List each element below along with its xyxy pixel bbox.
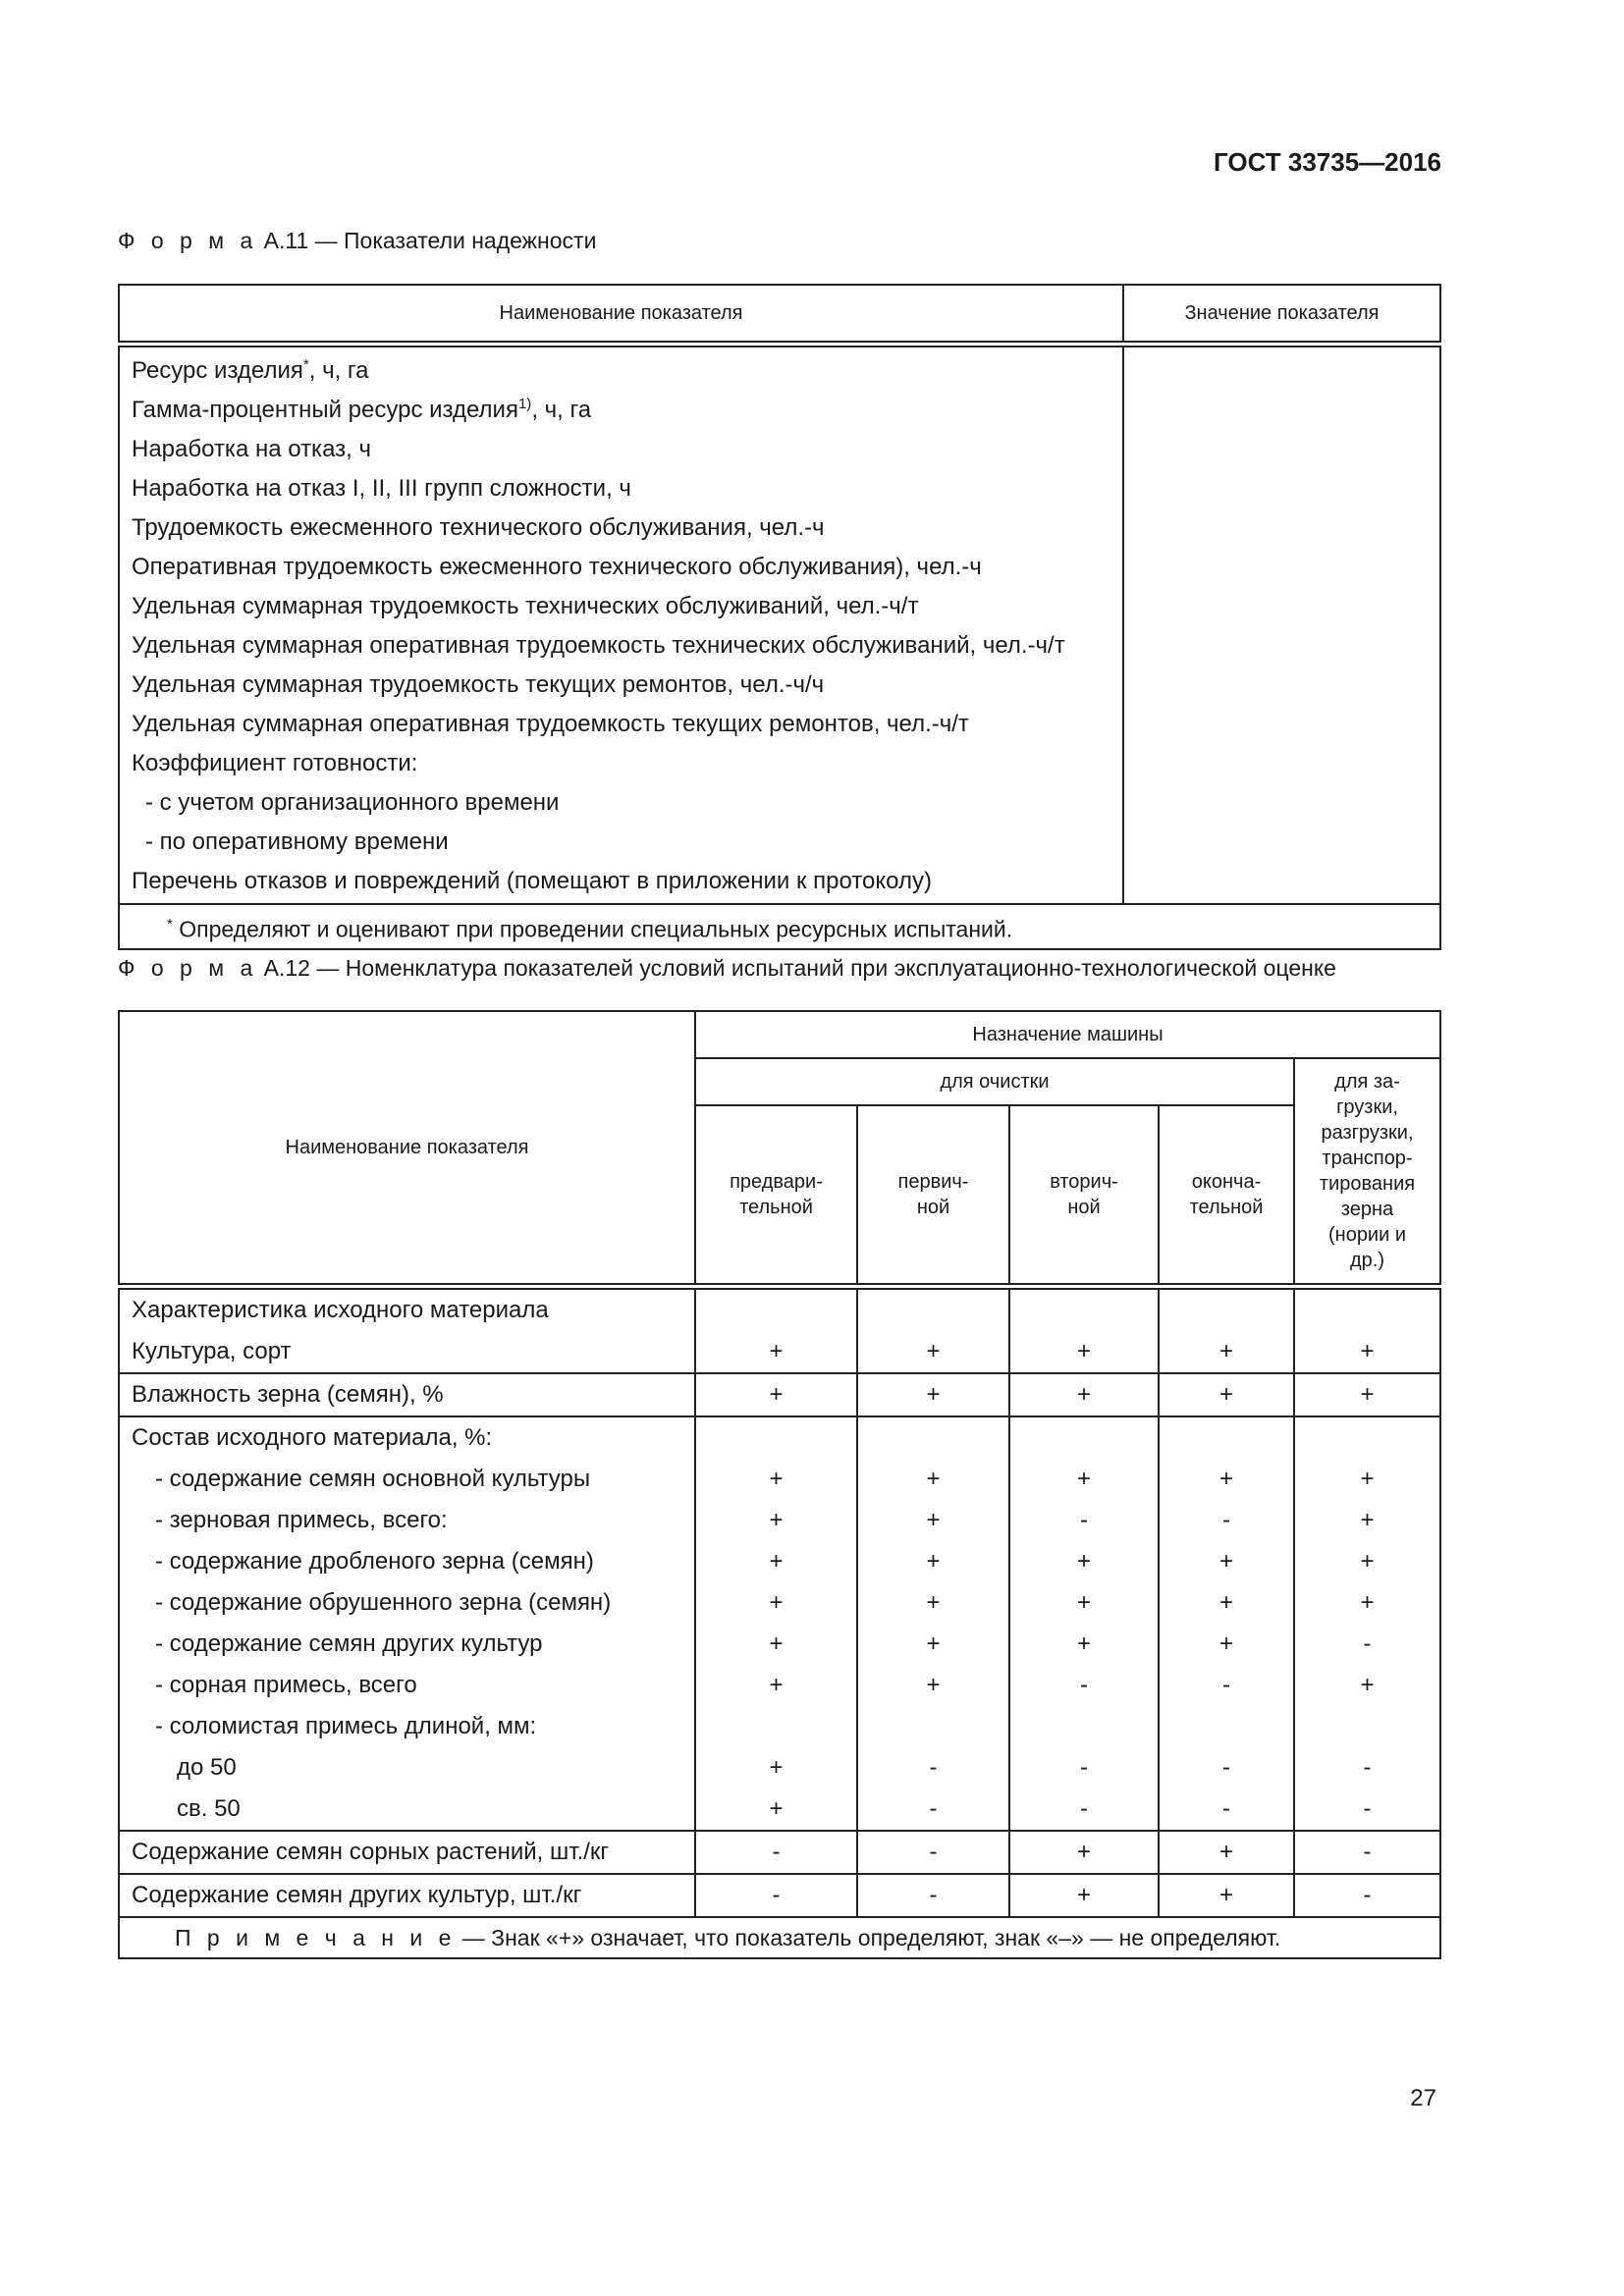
footnote-ref: * — [302, 355, 309, 373]
indicator-row — [120, 430, 1122, 469]
value-mark — [858, 1706, 1008, 1747]
value-mark: + — [769, 1465, 784, 1492]
value-mark: + — [1218, 1380, 1233, 1408]
form-a11-caption — [118, 228, 596, 254]
value-mark: + — [926, 1465, 941, 1492]
col-header-preliminary: предвари- тельной — [695, 1105, 857, 1286]
value-mark: + — [1076, 1465, 1091, 1492]
value-mark — [1160, 1706, 1293, 1747]
indicator-row — [120, 508, 1122, 548]
page-number: 27 — [1410, 2085, 1436, 2111]
indicator-row — [120, 783, 1122, 823]
value-cell — [1294, 1416, 1440, 1831]
indicator-label: Характеристика исходного материала — [132, 1296, 549, 1323]
value-mark — [858, 1417, 1008, 1459]
indicator-label: Удельная суммарная оперативная трудоемкость технических обслуживаний, чел.-ч/т — [132, 631, 1065, 659]
indicator-label: - соломистая примесь длиной, мм: — [155, 1712, 537, 1739]
value-mark: - — [1363, 1753, 1372, 1781]
indicator-label: Наработка на отказ, ч — [132, 435, 372, 462]
value-mark — [1160, 1417, 1293, 1459]
indicator-label: - содержание семян других культур — [155, 1629, 543, 1657]
value-mark: + — [1076, 1547, 1091, 1575]
value-mark: + — [1360, 1337, 1375, 1364]
value-mark: - — [929, 1881, 938, 1908]
indicator-label: Состав исходного материала, %: — [132, 1423, 493, 1451]
value-mark: + — [1360, 1465, 1375, 1492]
indicator-label: - содержание обрушенного зерна (семян) — [155, 1588, 612, 1616]
indicator-row — [120, 666, 1122, 705]
caption-text: А.11 — Показатели надежности — [263, 228, 597, 253]
value-mark — [1295, 1290, 1439, 1331]
value-mark: + — [769, 1337, 784, 1364]
indicator-label: - по оперативному времени — [145, 828, 449, 855]
value-mark: + — [926, 1547, 941, 1575]
value-cell — [1294, 1373, 1440, 1416]
value-mark: - — [1222, 1794, 1230, 1822]
indicator-label: Удельная суммарная оперативная трудоемкость текущих ремонтов, чел.-ч/т — [132, 710, 969, 737]
value-cell — [695, 1874, 857, 1917]
indicator-label: Влажность зерна (семян), % — [132, 1380, 444, 1408]
indicator-label: Наработка на отказ I, II, III групп сложности, ч — [132, 474, 631, 502]
footnote-text: Определяют и оценивают при проведении специальных ресурсных испытаний. — [172, 916, 1013, 942]
indicator-label: - зерновая примесь, всего: — [155, 1506, 448, 1533]
value-mark: + — [1218, 1629, 1233, 1657]
reliability-table — [118, 284, 1441, 950]
caption-prefix: Ф о р м а — [118, 228, 258, 253]
value-cell — [1294, 1874, 1440, 1917]
indicator-label: - сорная примесь, всего — [155, 1671, 417, 1698]
value-mark: + — [1218, 1465, 1233, 1492]
value-mark: + — [1360, 1506, 1375, 1533]
standard-number: ГОСТ 33735—2016 — [1214, 147, 1441, 177]
indicator-row — [120, 823, 1122, 862]
indicator-names — [119, 1373, 695, 1416]
footnote-mark: * — [167, 915, 173, 933]
value-mark: - — [1222, 1753, 1230, 1781]
value-mark: + — [1076, 1380, 1091, 1408]
indicator-row — [120, 391, 1122, 430]
value-mark: + — [1076, 1629, 1091, 1657]
value-mark: + — [1076, 1588, 1091, 1616]
value-cell — [1009, 1831, 1159, 1874]
value-cell — [857, 1416, 1009, 1831]
value-mark — [1010, 1417, 1158, 1459]
table-row — [119, 1831, 1440, 1874]
indicator-row — [120, 744, 1122, 783]
value-cell — [857, 1373, 1009, 1416]
col-header-loading: для за- грузки, разгрузки, транспор- тирования зерна (нории и др.) — [1294, 1058, 1440, 1286]
value-mark: - — [1363, 1838, 1372, 1865]
caption-text: А.12 — Номенклатура показателей условий испытаний при эксплуатационно-технологической оценке — [263, 955, 1336, 981]
indicator-row — [120, 587, 1122, 626]
value-cell — [1294, 1286, 1440, 1373]
footnote — [119, 904, 1440, 950]
value-mark: + — [926, 1506, 941, 1533]
col-header-name: Наименование показателя — [119, 1011, 695, 1286]
value-mark — [696, 1290, 856, 1331]
value-mark — [1295, 1706, 1439, 1747]
indicator-label: Удельная суммарная трудоемкость технических обслуживаний, чел.-ч/т — [132, 592, 919, 619]
indicator-unit: , ч, га — [308, 356, 369, 384]
value-mark: + — [926, 1588, 941, 1616]
value-mark: - — [1080, 1671, 1088, 1698]
table-note — [119, 1917, 1440, 1958]
value-mark: - — [772, 1838, 781, 1865]
indicator-label: св. 50 — [177, 1794, 241, 1822]
value-mark: + — [1360, 1588, 1375, 1616]
value-mark — [696, 1706, 856, 1747]
value-mark: + — [926, 1380, 941, 1408]
value-cell — [857, 1286, 1009, 1373]
value-mark: + — [1360, 1547, 1375, 1575]
value-cell — [695, 1831, 857, 1874]
value-mark: - — [1222, 1506, 1230, 1533]
value-cell — [1159, 1373, 1294, 1416]
value-mark: - — [772, 1881, 781, 1908]
col-header-name: Наименование показателя — [119, 285, 1123, 344]
value-mark: + — [1360, 1671, 1375, 1698]
indicator-names — [119, 1874, 695, 1917]
value-cell — [857, 1874, 1009, 1917]
indicator-label: Ресурс изделия — [132, 356, 303, 384]
indicator-row — [120, 705, 1122, 744]
value-mark: + — [926, 1337, 941, 1364]
cleaning-header: для очистки — [695, 1058, 1294, 1105]
value-mark: + — [769, 1588, 784, 1616]
value-cell — [1159, 1286, 1294, 1373]
indicator-row — [120, 351, 1122, 391]
indicator-names — [119, 1831, 695, 1874]
value-mark: + — [1218, 1881, 1233, 1908]
value-mark: + — [769, 1794, 784, 1822]
indicator-label: - с учетом организационного времени — [145, 788, 560, 816]
value-mark: + — [1218, 1547, 1233, 1575]
value-cell — [1159, 1831, 1294, 1874]
value-mark — [1160, 1290, 1293, 1331]
indicator-values — [1123, 344, 1440, 904]
value-mark — [1295, 1417, 1439, 1459]
value-mark: - — [1363, 1794, 1372, 1822]
value-mark: + — [926, 1629, 941, 1657]
value-mark: + — [1218, 1838, 1233, 1865]
indicator-label: Удельная суммарная трудоемкость текущих ремонтов, чел.-ч/ч — [132, 670, 825, 698]
indicator-label: до 50 — [177, 1753, 237, 1781]
value-mark: + — [1218, 1588, 1233, 1616]
caption-prefix: Ф о р м а — [118, 955, 258, 981]
value-mark: + — [769, 1629, 784, 1657]
value-mark: + — [926, 1671, 941, 1698]
col-header-final: оконча- тельной — [1159, 1105, 1294, 1286]
table-row — [119, 1416, 1440, 1831]
indicator-label: - содержание дробленого зерна (семян) — [155, 1547, 594, 1575]
indicator-label: Оперативная трудоемкость ежесменного технического обслуживания), чел.-ч — [132, 553, 982, 580]
value-mark: + — [1076, 1337, 1091, 1364]
indicator-names — [119, 1286, 695, 1373]
value-cell — [1009, 1416, 1159, 1831]
indicator-label: Коэффициент готовности: — [132, 749, 418, 776]
table-row — [119, 1874, 1440, 1917]
indicator-row — [120, 862, 1122, 901]
value-mark: + — [769, 1380, 784, 1408]
value-cell — [857, 1831, 1009, 1874]
value-mark: + — [769, 1753, 784, 1781]
value-mark: - — [1080, 1506, 1088, 1533]
col-header-secondary: вторич- ной — [1009, 1105, 1159, 1286]
table-row — [119, 1373, 1440, 1416]
col-header-value: Значение показателя — [1123, 285, 1440, 344]
test-conditions-table — [118, 1010, 1441, 1959]
value-cell — [1009, 1286, 1159, 1373]
indicator-label: Перечень отказов и повреждений (помещают в приложении к протоколу) — [132, 867, 932, 894]
indicator-label: - содержание семян основной культуры — [155, 1465, 591, 1492]
note-text: — Знак «+» означает, что показатель определяют, знак «–» — не определяют. — [456, 1924, 1281, 1950]
value-mark: - — [1363, 1629, 1372, 1657]
purpose-header: Назначение машины — [695, 1011, 1440, 1058]
value-mark: + — [1076, 1881, 1091, 1908]
value-cell — [1009, 1874, 1159, 1917]
indicator-row — [120, 548, 1122, 587]
indicator-label: Культура, сорт — [132, 1337, 292, 1364]
value-mark — [1010, 1290, 1158, 1331]
table-row — [119, 1286, 1440, 1373]
value-mark — [696, 1417, 856, 1459]
indicator-label: Содержание семян сорных растений, шт./кг — [132, 1838, 610, 1865]
indicator-unit: , ч, га — [531, 396, 592, 423]
value-mark: + — [1076, 1838, 1091, 1865]
value-mark — [1010, 1706, 1158, 1747]
col-header-primary: первич- ной — [857, 1105, 1009, 1286]
indicator-row — [120, 626, 1122, 666]
value-mark: - — [929, 1794, 938, 1822]
value-mark: - — [1363, 1881, 1372, 1908]
value-mark: + — [1360, 1380, 1375, 1408]
value-cell — [695, 1286, 857, 1373]
value-mark: + — [769, 1506, 784, 1533]
value-mark: - — [929, 1753, 938, 1781]
note-prefix: П р и м е ч а н и е — [175, 1924, 457, 1950]
value-cell — [1294, 1831, 1440, 1874]
value-mark: - — [1080, 1794, 1088, 1822]
value-mark: - — [929, 1838, 938, 1865]
value-cell — [695, 1373, 857, 1416]
value-cell — [1159, 1416, 1294, 1831]
value-mark: + — [1218, 1337, 1233, 1364]
value-mark: + — [769, 1547, 784, 1575]
value-mark: + — [769, 1671, 784, 1698]
value-cell — [1009, 1373, 1159, 1416]
value-mark: - — [1222, 1671, 1230, 1698]
value-mark — [858, 1290, 1008, 1331]
value-cell — [1159, 1874, 1294, 1917]
indicator-names — [119, 1416, 695, 1831]
indicator-row — [120, 469, 1122, 508]
value-mark: - — [1080, 1753, 1088, 1781]
indicator-label: Гамма-процентный ресурс изделия — [132, 396, 518, 423]
value-cell — [695, 1416, 857, 1831]
form-a12-caption — [118, 955, 1336, 982]
indicator-names — [119, 344, 1123, 904]
indicator-label: Содержание семян других культур, шт./кг — [132, 1881, 582, 1908]
indicator-label: Трудоемкость ежесменного технического обслуживания, чел.-ч — [132, 513, 825, 541]
footnote-ref: 1) — [517, 395, 532, 412]
